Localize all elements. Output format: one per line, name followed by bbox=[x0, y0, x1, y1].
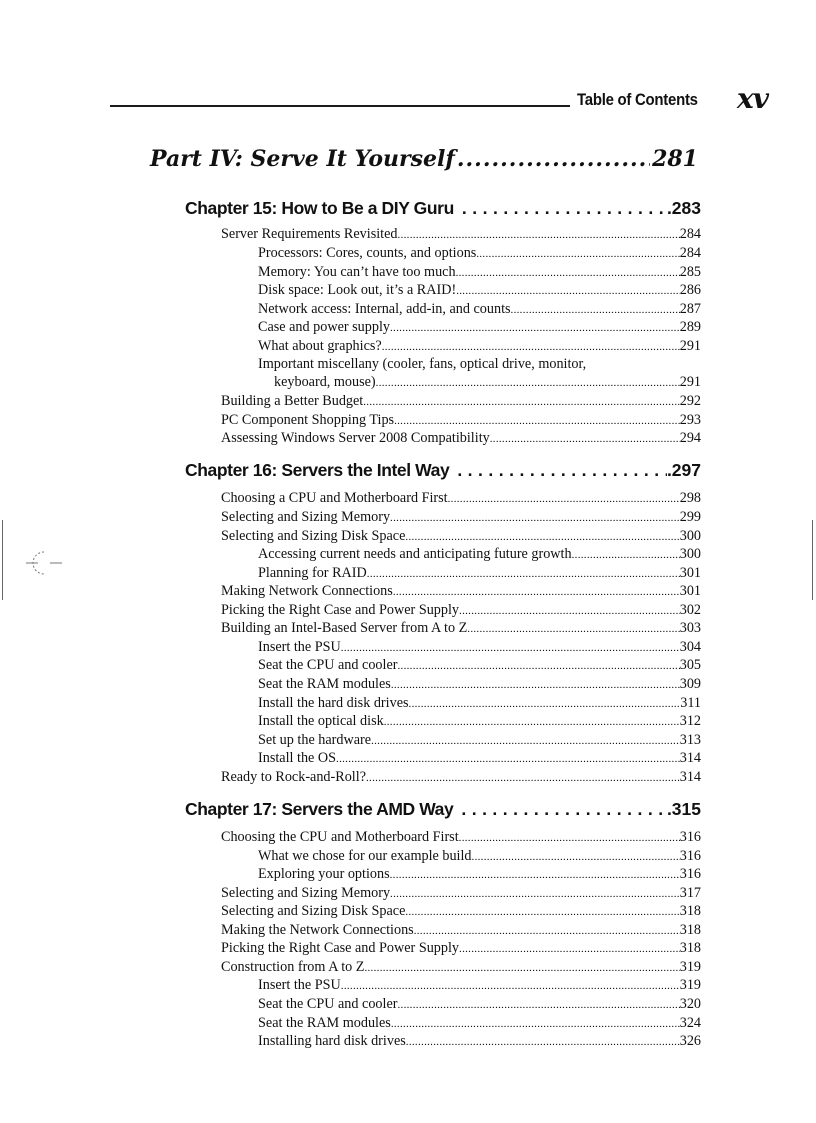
entry-page: 316 bbox=[679, 848, 701, 864]
leader-dots bbox=[390, 888, 680, 900]
leader-dots bbox=[462, 198, 667, 219]
entry-page: 318 bbox=[679, 922, 701, 938]
leader-dots bbox=[384, 716, 680, 728]
toc-subentry[interactable] bbox=[274, 374, 701, 393]
leader-dots bbox=[476, 248, 679, 260]
entry-page: 298 bbox=[679, 490, 701, 506]
entry-title: Installing hard disk drives bbox=[258, 1033, 406, 1049]
leader-dots bbox=[511, 304, 680, 316]
leader-dots bbox=[390, 322, 680, 334]
entry-title: Memory: You can’t have too much bbox=[258, 264, 456, 280]
toc-entry[interactable] bbox=[221, 620, 701, 639]
entry-page: 316 bbox=[679, 866, 701, 882]
toc-subentry[interactable] bbox=[258, 301, 701, 320]
entry-page: 302 bbox=[679, 602, 701, 618]
leader-dots bbox=[405, 906, 679, 918]
leader-dots bbox=[397, 660, 679, 672]
entry-page: 317 bbox=[679, 885, 701, 901]
entry-title: Making the Network Connections bbox=[221, 922, 414, 938]
leader-dots bbox=[406, 1036, 680, 1048]
entry-page: 318 bbox=[679, 940, 701, 956]
leader-dots bbox=[409, 698, 681, 710]
chapter-title: Chapter 17: Servers the AMD Way bbox=[185, 799, 454, 819]
entry-page: 294 bbox=[679, 430, 701, 446]
chapter-page: .283 bbox=[666, 198, 701, 218]
entry-title-line1[interactable]: Important miscellany (cooler, fans, optical drive, monitor, bbox=[258, 356, 587, 372]
entry-title: Seat the CPU and cooler bbox=[258, 996, 398, 1012]
toc-entry[interactable] bbox=[221, 940, 701, 959]
toc-subentry[interactable] bbox=[258, 750, 701, 769]
entry-title: Processors: Cores, counts, and options bbox=[258, 245, 477, 261]
entry-title: Seat the RAM modules bbox=[258, 676, 391, 692]
entry-title: Accessing current needs and anticipating future growth bbox=[258, 546, 572, 562]
entry-page: 313 bbox=[679, 732, 701, 748]
chapter-heading[interactable] bbox=[185, 799, 701, 823]
leader-dots bbox=[394, 415, 680, 427]
chapter-page: .315 bbox=[666, 799, 701, 819]
toc-subentry[interactable] bbox=[258, 565, 701, 584]
entry-title: What about graphics? bbox=[258, 338, 382, 354]
leader-dots bbox=[367, 568, 680, 580]
leader-dots bbox=[459, 832, 680, 844]
toc-entry[interactable] bbox=[221, 922, 701, 941]
leader-dots bbox=[398, 229, 680, 241]
entry-title: PC Component Shopping Tips bbox=[221, 412, 395, 428]
entry-title: Case and power supply bbox=[258, 319, 390, 335]
entry-title-line2: keyboard, mouse) bbox=[274, 374, 376, 390]
entry-title: Server Requirements Revisited bbox=[221, 226, 398, 242]
toc-entry[interactable] bbox=[221, 959, 701, 978]
toc-subentry[interactable] bbox=[258, 657, 701, 676]
entry-title: Picking the Right Case and Power Supply bbox=[221, 602, 460, 618]
entry-page: 305 bbox=[679, 657, 701, 673]
toc-entry[interactable] bbox=[221, 509, 701, 528]
entry-title: Seat the RAM modules bbox=[258, 1015, 391, 1031]
entry-page: 304 bbox=[679, 639, 701, 655]
entry-title: Building an Intel-Based Server from A to Z bbox=[221, 620, 468, 636]
entry-page: 286 bbox=[679, 282, 701, 298]
leader-dots bbox=[490, 433, 680, 445]
leader-dots bbox=[457, 460, 667, 481]
toc-subentry[interactable] bbox=[258, 866, 701, 885]
toc-entry[interactable] bbox=[221, 903, 701, 922]
leader-dots bbox=[341, 642, 680, 654]
toc-subentry[interactable] bbox=[258, 676, 701, 695]
leader-dots bbox=[405, 531, 679, 543]
entry-title: Network access: Internal, add-in, and counts bbox=[258, 301, 511, 317]
entry-page: 324 bbox=[679, 1015, 701, 1031]
entry-title: Install the optical disk bbox=[258, 713, 384, 729]
entry-page: 303 bbox=[679, 620, 701, 636]
leader-dots bbox=[382, 341, 680, 353]
leader-dots bbox=[366, 772, 680, 784]
entry-title: Selecting and Sizing Memory bbox=[221, 509, 391, 525]
toc-entry[interactable] bbox=[221, 412, 701, 431]
entry-page: 284 bbox=[679, 226, 701, 242]
toc-entry[interactable] bbox=[221, 393, 701, 412]
entry-title: Install the hard disk drives bbox=[258, 695, 409, 711]
toc-entry[interactable] bbox=[221, 583, 701, 602]
toc-subentry[interactable] bbox=[258, 1033, 701, 1052]
toc-subentry[interactable] bbox=[258, 1015, 701, 1034]
leader-dots bbox=[459, 943, 680, 955]
header-rule bbox=[110, 105, 570, 107]
part-title: Part IV: Serve It Yourself bbox=[150, 146, 455, 172]
leader-dots bbox=[456, 285, 680, 297]
leader-dots bbox=[461, 799, 667, 820]
entry-title: Insert the PSU bbox=[258, 977, 341, 993]
entry-page: 300 bbox=[679, 546, 701, 562]
entry-page: 318 bbox=[679, 903, 701, 919]
toc-entry[interactable] bbox=[221, 528, 701, 547]
toc-entry[interactable] bbox=[221, 490, 701, 509]
toc-subentry[interactable] bbox=[258, 713, 701, 732]
entry-page: 319 bbox=[679, 959, 701, 975]
entry-title: Building a Better Budget bbox=[221, 393, 364, 409]
toc-entry[interactable] bbox=[221, 430, 701, 449]
toc-subentry[interactable] bbox=[258, 695, 701, 714]
crop-mark-left bbox=[2, 520, 3, 600]
leader-dots bbox=[336, 753, 680, 765]
entry-title: Picking the Right Case and Power Supply bbox=[221, 940, 460, 956]
leader-dots bbox=[391, 679, 680, 691]
entry-title: Planning for RAID bbox=[258, 565, 367, 581]
entry-page: 301 bbox=[679, 565, 701, 581]
crop-mark-right bbox=[812, 520, 813, 600]
toc-entry[interactable] bbox=[221, 226, 701, 245]
toc-entry[interactable] bbox=[221, 829, 701, 848]
leader-dots bbox=[457, 146, 650, 172]
entry-title: Selecting and Sizing Memory bbox=[221, 885, 391, 901]
entry-page: 320 bbox=[679, 996, 701, 1012]
entry-page: 300 bbox=[679, 528, 701, 544]
toc-subentry[interactable] bbox=[258, 996, 701, 1015]
leader-dots bbox=[390, 512, 680, 524]
toc-subentry[interactable] bbox=[258, 639, 701, 658]
entry-page: 309 bbox=[679, 676, 701, 692]
entry-page: 289 bbox=[679, 319, 701, 335]
toc-entry[interactable] bbox=[221, 769, 701, 788]
entry-title: Choosing the CPU and Motherboard First bbox=[221, 829, 459, 845]
page-number: xv bbox=[737, 82, 768, 115]
leader-dots bbox=[363, 396, 679, 408]
entry-page: 291 bbox=[679, 338, 701, 354]
entry-title: Selecting and Sizing Disk Space bbox=[221, 528, 406, 544]
toc-subentry[interactable] bbox=[258, 546, 701, 565]
entry-title: Construction from A to Z bbox=[221, 959, 365, 975]
leader-dots bbox=[397, 999, 679, 1011]
entry-title: Insert the PSU bbox=[258, 639, 341, 655]
toc-subentry[interactable] bbox=[258, 319, 701, 338]
toc-subentry[interactable] bbox=[258, 977, 701, 996]
entry-title: What we chose for our example build bbox=[258, 848, 472, 864]
entry-page: 285 bbox=[679, 264, 701, 280]
entry-title: Choosing a CPU and Motherboard First bbox=[221, 490, 448, 506]
leader-dots bbox=[364, 962, 679, 974]
entry-page: 312 bbox=[679, 713, 701, 729]
toc-subentry[interactable] bbox=[258, 264, 701, 283]
entry-page: 326 bbox=[679, 1033, 701, 1049]
leader-dots bbox=[456, 267, 680, 279]
entry-title: Making Network Connections bbox=[221, 583, 393, 599]
toc-subentry[interactable] bbox=[258, 245, 701, 264]
entry-title: Install the OS bbox=[258, 750, 337, 766]
chapter-title: Chapter 15: How to Be a DIY Guru bbox=[185, 198, 454, 218]
leader-dots bbox=[467, 623, 679, 635]
leader-dots bbox=[391, 1018, 680, 1030]
chapter-heading[interactable] bbox=[185, 460, 701, 484]
entry-page: 291 bbox=[679, 374, 701, 390]
entry-title: Assessing Windows Server 2008 Compatibility bbox=[221, 430, 490, 446]
running-header-title: Table of Contents bbox=[577, 90, 698, 109]
chapter-heading[interactable] bbox=[185, 198, 701, 222]
entry-page: 314 bbox=[679, 769, 701, 785]
entry-page: 311 bbox=[680, 695, 701, 711]
leader-dots bbox=[472, 851, 680, 863]
entry-page: 299 bbox=[679, 509, 701, 525]
toc-subentry[interactable] bbox=[258, 338, 701, 357]
leader-dots bbox=[341, 980, 680, 992]
entry-title: Exploring your options bbox=[258, 866, 390, 882]
leader-dots bbox=[393, 586, 680, 598]
chapter-page: .297 bbox=[666, 460, 701, 480]
toc-subentry[interactable] bbox=[258, 732, 701, 751]
leader-dots bbox=[371, 735, 680, 747]
leader-dots bbox=[459, 605, 680, 617]
entry-page: 284 bbox=[679, 245, 701, 261]
part-page: 281 bbox=[652, 146, 698, 172]
entry-title: Selecting and Sizing Disk Space bbox=[221, 903, 406, 919]
entry-page: 316 bbox=[679, 829, 701, 845]
leader-dots bbox=[448, 493, 680, 505]
part-heading[interactable] bbox=[150, 146, 698, 178]
leader-dots bbox=[390, 869, 680, 881]
leader-dots bbox=[414, 925, 680, 937]
toc-entry[interactable] bbox=[221, 885, 701, 904]
toc-entry[interactable] bbox=[221, 602, 701, 621]
entry-title: Ready to Rock-and-Roll? bbox=[221, 769, 366, 785]
entry-page: 287 bbox=[679, 301, 701, 317]
toc-subentry[interactable] bbox=[258, 282, 701, 301]
entry-page: 314 bbox=[679, 750, 701, 766]
entry-page: 292 bbox=[679, 393, 701, 409]
entry-title: Set up the hardware bbox=[258, 732, 372, 748]
chapter-title: Chapter 16: Servers the Intel Way bbox=[185, 460, 450, 480]
entry-page: 293 bbox=[679, 412, 701, 428]
entry-page: 301 bbox=[679, 583, 701, 599]
entry-title: Seat the CPU and cooler bbox=[258, 657, 398, 673]
leader-dots bbox=[376, 377, 680, 389]
leader-dots bbox=[572, 549, 680, 561]
registration-mark-icon bbox=[20, 548, 66, 578]
entry-title: Disk space: Look out, it’s a RAID! bbox=[258, 282, 457, 298]
toc-subentry[interactable] bbox=[258, 848, 701, 867]
entry-page: 319 bbox=[679, 977, 701, 993]
